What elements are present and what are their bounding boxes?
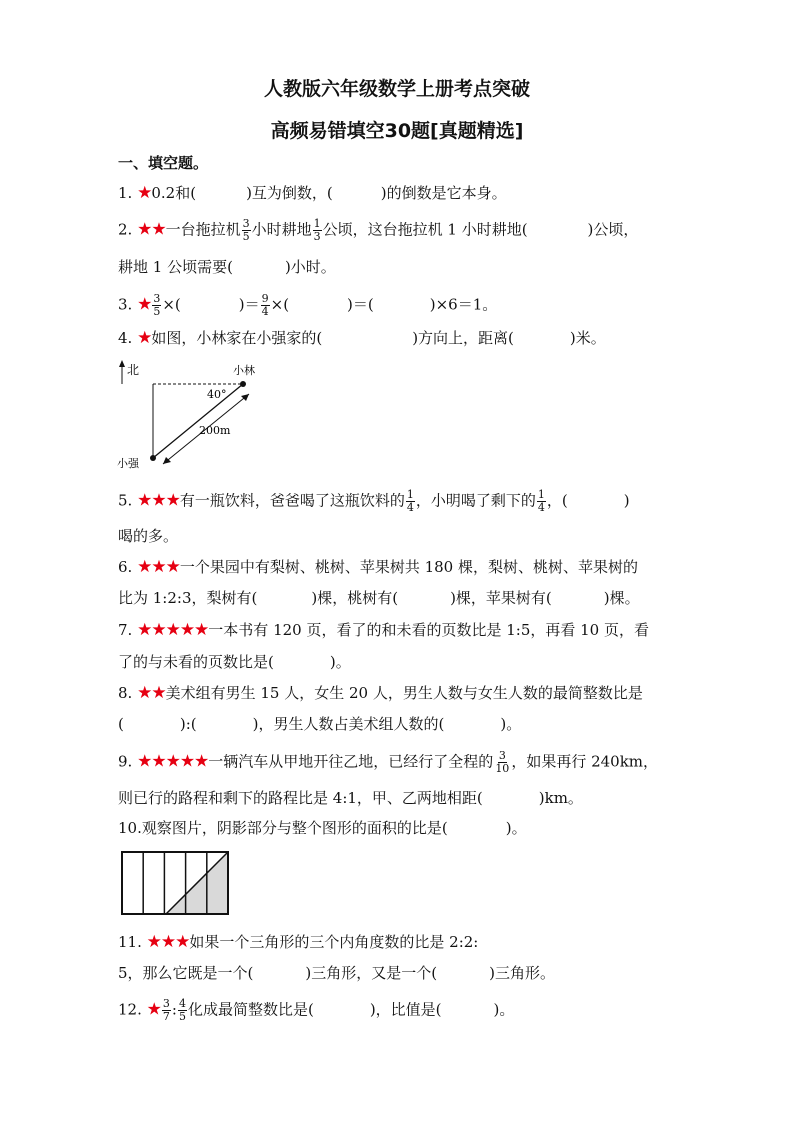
question-11-cont: 5，那么它既是一个( )三角形，又是一个( )三角形。 xyxy=(118,964,555,982)
difficulty-star-icon: ★★★ xyxy=(137,490,180,511)
question-8: 8. ★★美术组有男生 15 人，女生 20 人，男生人数与女生人数的最简整数比是 xyxy=(118,683,643,703)
difficulty-star-icon: ★ xyxy=(137,294,152,315)
question-5-cont: 喝的多。 xyxy=(118,527,179,545)
question-number: 6. xyxy=(118,558,133,576)
question-number: 12. xyxy=(118,1000,142,1019)
difficulty-star-icon: ★★★★★ xyxy=(137,751,209,772)
question-5: 5. ★★★有一瓶饮料，爸爸喝了这瓶饮料的 $\frac{1}{4}$ ，小明喝了剩下的 $\frac{1}{4}$ ，( ) xyxy=(118,488,630,514)
question-11: 11. ★★★如果一个三角形的三个内角度数的比是 2:2: xyxy=(118,932,479,952)
question-6-cont: 比为 1:2:3，梨树有( )棵，桃树有( )棵，苹果树有( )棵。 xyxy=(118,589,640,607)
question-9: 9. ★★★★★一辆汽车从甲地开往乙地，已经行了全程的 $\frac{3}{10}$ ，如果再行 240km， xyxy=(118,749,659,775)
question-6: 6. ★★★一个果园中有梨树、桃树、苹果树共 180 棵，梨树、桃树、苹果树的 xyxy=(118,557,638,577)
xiaoqiang-point xyxy=(150,455,156,461)
angle-label: 40° xyxy=(207,388,227,401)
difficulty-star-icon: ★★ xyxy=(137,683,166,703)
xiaolin-label: 小林 xyxy=(233,364,255,377)
question-2-cont: 耕地 1 公顷需要( )小时。 xyxy=(118,258,336,276)
question-number: 5. xyxy=(118,491,133,510)
question-12: 12. ★ $\frac{3}{7}$ : $\frac{4}{5}$ 化成最简整数比是( )，比值是( )。 xyxy=(118,997,515,1023)
question-2: 2. ★★一台拖拉机 $\frac{3}{5}$ 小时耕地 $\frac{1}{3}$ 公顷，这台拖拉机 1 小时耕地( )公顷， xyxy=(118,217,639,243)
path-line xyxy=(153,384,243,458)
xiaolin-point xyxy=(240,381,246,387)
distance-label: 200m xyxy=(199,424,231,437)
question-number: 1. xyxy=(118,184,133,202)
question-number: 11. xyxy=(118,933,142,951)
fraction: $\frac{1}{4}$ xyxy=(537,488,545,514)
difficulty-star-icon: ★ xyxy=(137,328,152,348)
fraction: $\frac{3}{7}$ xyxy=(162,997,170,1023)
question-9-cont: 则已行的路程和剩下的路程比是 4:1，甲、乙两地相距( )km。 xyxy=(118,789,583,807)
page-title: 人教版六年级数学上册考点突破 xyxy=(263,78,530,100)
question-8-cont: ( ):( )，男生人数占美术组人数的( )。 xyxy=(118,715,522,733)
section-heading: 一、填空题。 xyxy=(118,154,209,172)
difficulty-star-icon: ★ xyxy=(137,183,152,203)
difficulty-star-icon: ★★★★★ xyxy=(137,620,209,640)
difficulty-star-icon: ★★ xyxy=(137,219,166,240)
north-label: 北 xyxy=(127,363,140,377)
question-number: 4. xyxy=(118,329,133,347)
fraction: $\frac{3}{5}$ xyxy=(242,217,250,243)
fraction: $\frac{3}{5}$ xyxy=(153,292,161,318)
direction-diagram xyxy=(115,358,285,470)
fraction: $\frac{9}{4}$ xyxy=(261,292,269,318)
question-number: 8. xyxy=(118,684,133,702)
difficulty-star-icon: ★★★ xyxy=(137,557,180,577)
fraction: $\frac{4}{5}$ xyxy=(178,997,186,1023)
page-subtitle: 高频易错填空30题[真题精选] xyxy=(270,120,524,142)
fraction: $\frac{1}{4}$ xyxy=(406,488,414,514)
question-number: 2. xyxy=(118,220,133,239)
shaded-rectangle-figure xyxy=(120,850,232,918)
question-number: 3. xyxy=(118,295,133,314)
question-number: 9. xyxy=(118,752,133,771)
fraction: $\frac{3}{10}$ xyxy=(495,749,510,775)
question-1: 1. ★0.2和( )互为倒数，( )的倒数是它本身。 xyxy=(118,183,507,203)
question-10: 10.观察图片，阴影部分与整个图形的面积的比是( )。 xyxy=(118,819,527,837)
difficulty-star-icon: ★ xyxy=(146,999,161,1020)
question-7: 7. ★★★★★一本书有 120 页，看了的和未看的页数比是 1:5，再看 10 页，看 xyxy=(118,620,649,640)
question-4: 4. ★如图，小林家在小强家的( )方向上，距离( )米。 xyxy=(118,328,606,348)
question-number: 10. xyxy=(118,819,142,837)
question-7-cont: 了的与未看的页数比是( )。 xyxy=(118,653,351,671)
difficulty-star-icon: ★★★ xyxy=(146,932,190,952)
question-3: 3. ★ $\frac{3}{5}$ ×( )＝ $\frac{9}{4}$ ×( )＝( )×6＝1。 xyxy=(118,292,498,318)
question-number: 7. xyxy=(118,621,133,639)
fraction: $\frac{1}{3}$ xyxy=(313,217,321,243)
xiaoqiang-label: 小强 xyxy=(117,457,139,470)
north-arrow-head-icon xyxy=(119,360,125,367)
